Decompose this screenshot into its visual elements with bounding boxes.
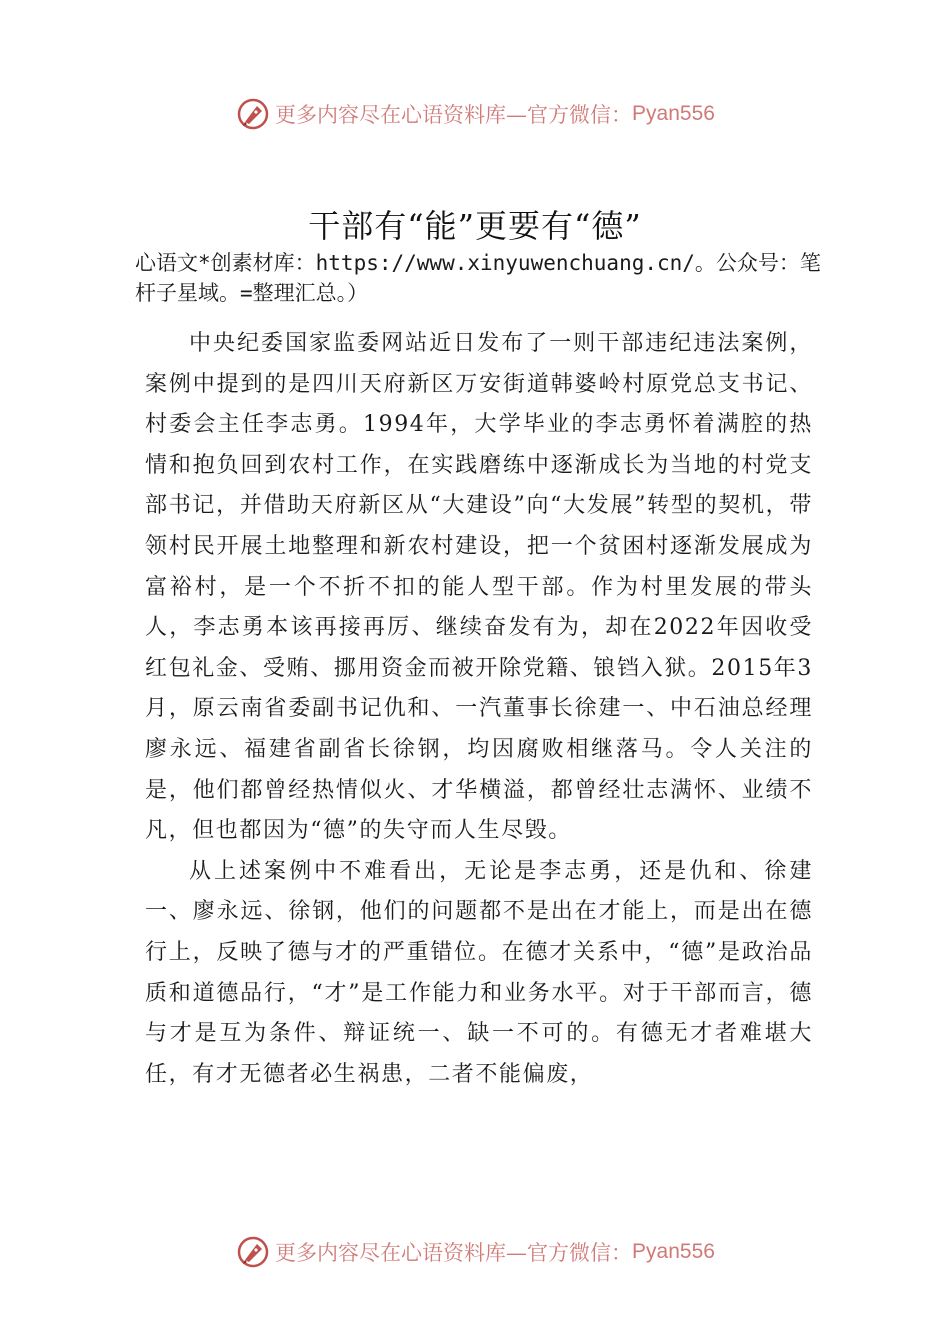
document-title: 干部有“能”更要有“德” bbox=[308, 207, 642, 245]
pen-nib-logo-icon bbox=[235, 96, 271, 132]
banner-wechat-id: Pyan556 bbox=[632, 102, 715, 125]
document-body bbox=[145, 324, 813, 1095]
footer-watermark-banner bbox=[0, 1234, 950, 1270]
paragraph-1: 中央纪委国家监委网站近日发布了一则干部违纪违法案例，案例中提到的是四川天府新区万安街道韩婆岭村原党总支书记、村委会主任李志勇。1994年，大学毕业的李志勇怀着满腔的热情和抱负回到农村工作，在实践磨练中逐渐成长为当地的村党支部书记，并借助天府新区从“大建设”向“大发展”转型的契机，带领村民开展土地整理和新农村建设，把一个贫困村逐渐发展成为富裕村，是一个不折不扣的能人型干部。作为村里发展的带头人，李志勇本该再接再厉、继续奋发有为，却在2022年因收受红包礼金、受贿、挪用资金而被开除党籍、锒铛入狱。2015年3月，原云南省委副书记仇和、一汽董事长徐建一、中石油总经理廖永远、福建省副省长徐钢，均因腐败相继落马。令人关注的是，他们都曾经热情似火、才华横溢，都曾经壮志满怀、业绩不凡，但也都因为“德”的失守而人生尽毁。 bbox=[145, 331, 813, 844]
banner-text: 更多内容尽在心语资料库—官方微信： bbox=[275, 1241, 633, 1265]
source-line: 心语文*创素材库：https://www.xinyuwenchuang.cn/。公众号：笔杆子星域。=整理汇总。） bbox=[135, 251, 821, 305]
paragraph-2: 从上述案例中不难看出，无论是李志勇，还是仇和、徐建一、廖永远、徐钢，他们的问题都不是出在才能上，而是出在德行上，反映了德与才的严重错位。在德才关系中，“德”是政治品质和道德品行，“才”是工作能力和业务水平。对于干部而言，德与才是互为条件、辩证统一、缺一不可的。有德无才者难堪大任，有才无德者必生祸患，二者不能偏废， bbox=[145, 858, 813, 1087]
pen-nib-logo-icon bbox=[235, 1234, 271, 1270]
header-watermark-banner bbox=[0, 96, 950, 132]
banner-wechat-id: Pyan556 bbox=[632, 1240, 715, 1263]
banner-text: 更多内容尽在心语资料库—官方微信： bbox=[275, 103, 633, 127]
